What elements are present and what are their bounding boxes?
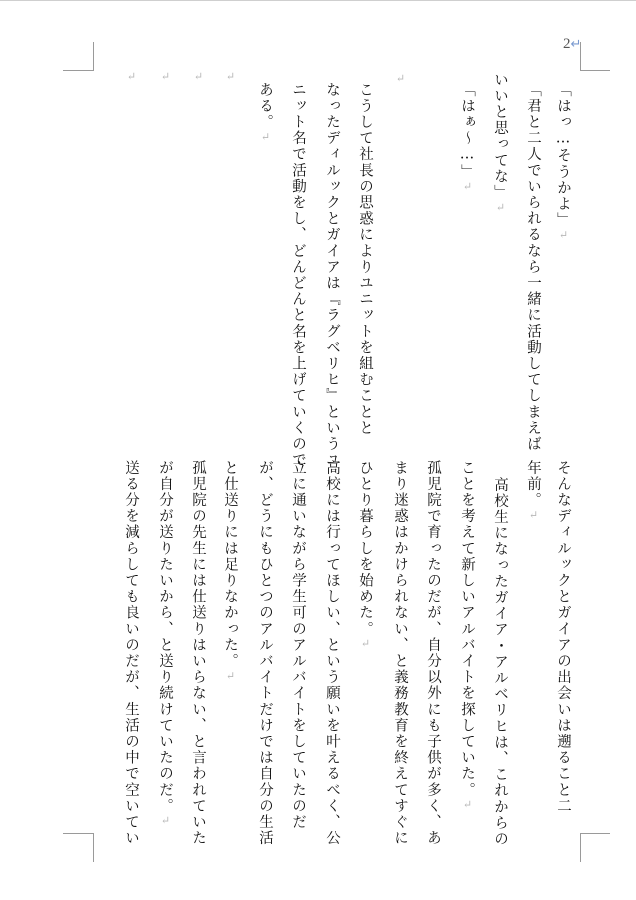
- text-line: いいと思ってな」: [492, 72, 508, 201]
- top-line-10: [215, 70, 237, 83]
- paragraph-mark-icon: ↵: [527, 508, 540, 522]
- paragraph-mark-icon: ↵: [359, 637, 372, 651]
- bottom-line-8: [317, 460, 339, 846]
- text-line: が自分が送りたいから、と送り続けていたのだ。: [157, 460, 173, 815]
- bottom-line-9: [283, 460, 305, 830]
- page-number-value: 2: [563, 36, 571, 52]
- top-line-4: [452, 82, 474, 193]
- text-line: 高校生になったガイア・アルベリヒは、これからの: [492, 477, 508, 848]
- text-line: 「君と二人でいられるなら一緒に活動してしまえば: [525, 82, 541, 453]
- bottom-line-7: [350, 460, 372, 650]
- top-line-6: [350, 82, 372, 436]
- bottom-line-11: [215, 460, 237, 682]
- text-line: ニット名で活動をし、どんどんと名を上げていくので: [290, 82, 306, 469]
- text-line: 「はぁ〜…」: [459, 82, 475, 181]
- bottom-line-13: [150, 460, 172, 827]
- paragraph-mark-icon: ↵: [461, 798, 474, 812]
- top-line-7: [317, 82, 339, 468]
- text-line: まり迷惑はかけられない、と義務教育を終えてすぐに: [392, 460, 408, 847]
- text-line: が、どうにもひとつのアルバイトだけでは自分の生活: [257, 460, 273, 847]
- bottom-line-14: [116, 460, 138, 846]
- bottom-line-2: [518, 460, 540, 521]
- bottom-line-3: [485, 477, 507, 847]
- bottom-line-4: [452, 460, 474, 811]
- paragraph-mark-icon: ↵: [159, 70, 172, 83]
- text-line: ことを考えて新しいアルバイトを探していた。: [459, 460, 475, 799]
- top-line-3: [485, 72, 507, 214]
- bottom-line-1: [548, 460, 570, 814]
- text-line: 孤児院で育ったのだが、自分以外にも子供が多く、あ: [425, 460, 441, 847]
- text-line: こうして社長の思惑によりユニットを組むことと: [357, 82, 373, 437]
- bottom-line-12: [183, 460, 205, 846]
- page-top-edge: [0, 0, 636, 1]
- text-line: なったディルックとガイアは『ラグベリヒ』というユ: [324, 82, 340, 469]
- text-line: そんなディルックとガイアの出会いは遡ること二: [555, 460, 571, 815]
- text-line: 年前。: [525, 460, 541, 509]
- top-line-2: [518, 82, 540, 452]
- top-line-5: [385, 72, 407, 85]
- paragraph-mark-icon: ↵: [461, 180, 474, 194]
- text-line: 送る分を減らしても良いのだが、生活の中で空いてい: [123, 460, 139, 847]
- paragraph-mark-icon: ↵: [224, 669, 237, 683]
- paragraph-mark-icon: ↵: [159, 814, 172, 828]
- text-line: 高校には行ってほしい、という願いを叶えるべく、公: [324, 460, 340, 847]
- text-line: と仕送りには足りなかった。: [222, 460, 238, 670]
- paragraph-mark-icon: ↵: [259, 130, 272, 144]
- paragraph-mark-icon: ↵: [494, 200, 507, 214]
- bottom-line-10: [250, 460, 272, 846]
- bottom-line-6: [385, 460, 407, 846]
- return-icon: ↵: [570, 36, 582, 51]
- text-line: 孤児院の先生には仕送りはいらない、と言われていた: [190, 460, 206, 847]
- top-line-13: [116, 70, 138, 83]
- paragraph-mark-icon: ↵: [192, 70, 205, 83]
- paragraph-mark-icon: ↵: [125, 70, 138, 83]
- text-line: 立に通いながら学生可のアルバイトをしていたのだ: [290, 460, 306, 831]
- top-line-11: [183, 70, 205, 83]
- text-line: ある。: [257, 82, 273, 131]
- bottom-line-5: [418, 460, 440, 846]
- top-line-1: [548, 82, 570, 241]
- top-line-12: [150, 70, 172, 83]
- paragraph-mark-icon: ↵: [224, 70, 237, 83]
- paragraph-mark-icon: ↵: [557, 228, 570, 242]
- text-line: 「はっ…そうかよ」: [555, 82, 571, 229]
- top-line-8: [283, 82, 305, 468]
- page-number: [563, 36, 581, 53]
- paragraph-mark-icon: ↵: [394, 72, 407, 85]
- top-line-9: [250, 82, 272, 143]
- text-line: ひとり暮らしを始めた。: [357, 460, 373, 638]
